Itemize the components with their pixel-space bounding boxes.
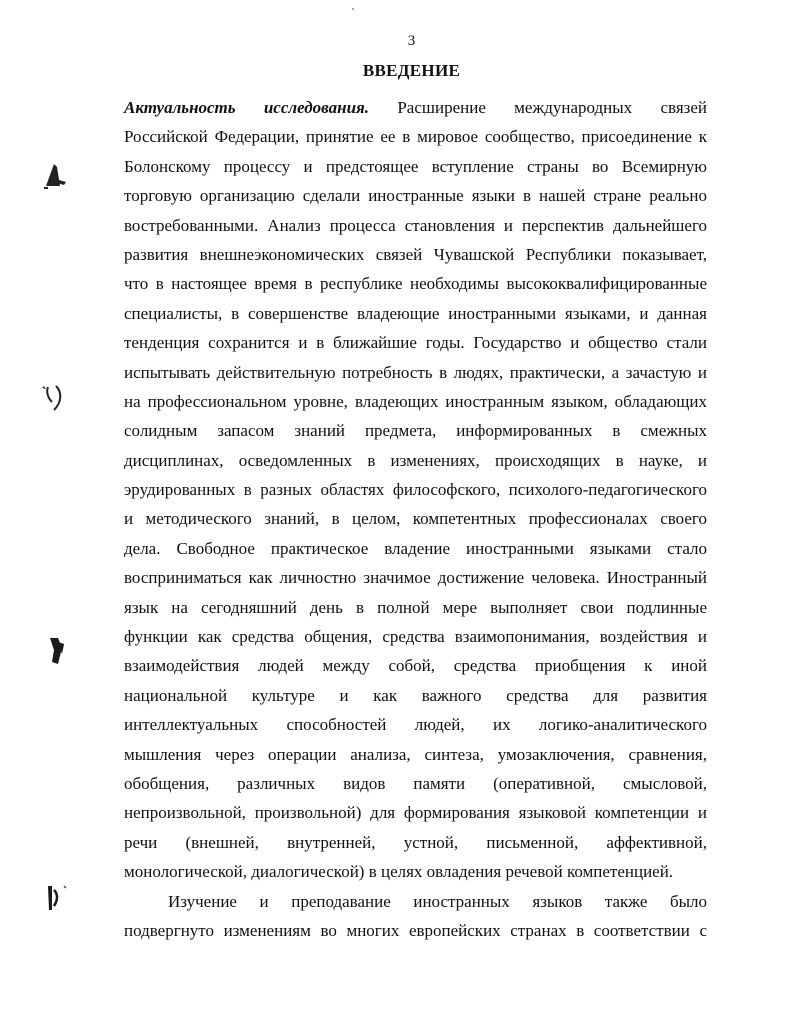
- text-line: подвергнуто изменениям во многих европейских странах в соответствии с: [124, 920, 707, 940]
- text-line: обобщения, различных видов памяти (оперативной, смысловой,: [124, 773, 707, 793]
- text-line: национальной культуре и как важного средства для развития: [124, 685, 707, 705]
- text-line: развития внешнеэкономических связей Чувашской Республики показывает,: [124, 244, 707, 264]
- margin-mark-2: [38, 380, 68, 414]
- margin-mark-4: [42, 880, 72, 914]
- text-line: Болонскому процессу и предстоящее вступление страны во Всемирную: [124, 156, 707, 176]
- text-line: что в настоящее время в республике необходимы высококвалифицированные: [124, 274, 707, 294]
- text-line: дела. Свободное практическое владение иностранными языками стало: [124, 538, 707, 558]
- text-line: мышления через операции анализа, синтеза, умозаключения, сравнения,: [124, 744, 707, 764]
- text-line: восприниматься как личностно значимое достижение человека. Иностранный: [124, 568, 707, 588]
- text-line: специалисты, в совершенстве владеющие иностранными языками, и данная: [124, 303, 707, 323]
- text-line: речи (внешней, внутренней, устной, письменной, аффективной,: [124, 832, 707, 852]
- lead-phrase: Актуальность исследования.: [124, 98, 370, 117]
- text-line: Актуальность исследования. Расширение международных связей: [124, 98, 707, 117]
- text-line: язык на сегодняшний день в полной мере выполняет свои подлинные: [124, 597, 707, 617]
- text-line: солидным запасом знаний предмета, информированных в смежных: [124, 421, 707, 441]
- text-line: дисциплинах, осведомленных в изменениях, происходящих в науке, и: [124, 450, 707, 470]
- text-line: тенденция сохранится и в ближайшие годы. Государство и общество стали: [124, 333, 707, 353]
- scan-speck: [352, 8, 354, 10]
- text-line: непроизвольной, произвольной) для формирования языковой компетенции и: [124, 803, 707, 823]
- text-line: функции как средства общения, средства взаимопонимания, воздействия и: [124, 627, 707, 647]
- margin-mark-1: [40, 158, 70, 192]
- text-line: эрудированных в разных областях философского, психолого-педагогического: [124, 480, 707, 500]
- section-heading: ВВЕДЕНИЕ: [362, 61, 461, 80]
- text-line: и методического знаний, в целом, компетентных профессионалах своего: [124, 509, 707, 529]
- text-line: Изучение и преподавание иностранных языков также было: [168, 891, 707, 911]
- text-line: испытывать действительную потребность в людях, практически, а зачастую и: [124, 362, 707, 382]
- body-text: [124, 93, 707, 945]
- text-line: востребованными. Анализ процесса становления и перспектив дальнейшего: [124, 215, 707, 235]
- text-line: монологической, диалогической) в целях овладения речевой компетенцией.: [124, 862, 674, 882]
- text-line: на профессиональном уровне, владеющих иностранным языком, обладающих: [124, 391, 707, 411]
- text-line: торговую организацию сделали иностранные языки в нашей стране реально: [124, 186, 707, 206]
- text-line: Российской Федерации, принятие ее в мировое сообщество, присоединение к: [124, 127, 707, 147]
- text-line: взаимодействия людей между собой, средства приобщения к иной: [124, 656, 707, 676]
- margin-mark-3: [44, 634, 74, 668]
- page-number: 3: [407, 33, 416, 49]
- text-line: интеллектуальных способностей людей, их логико-аналитического: [124, 715, 707, 735]
